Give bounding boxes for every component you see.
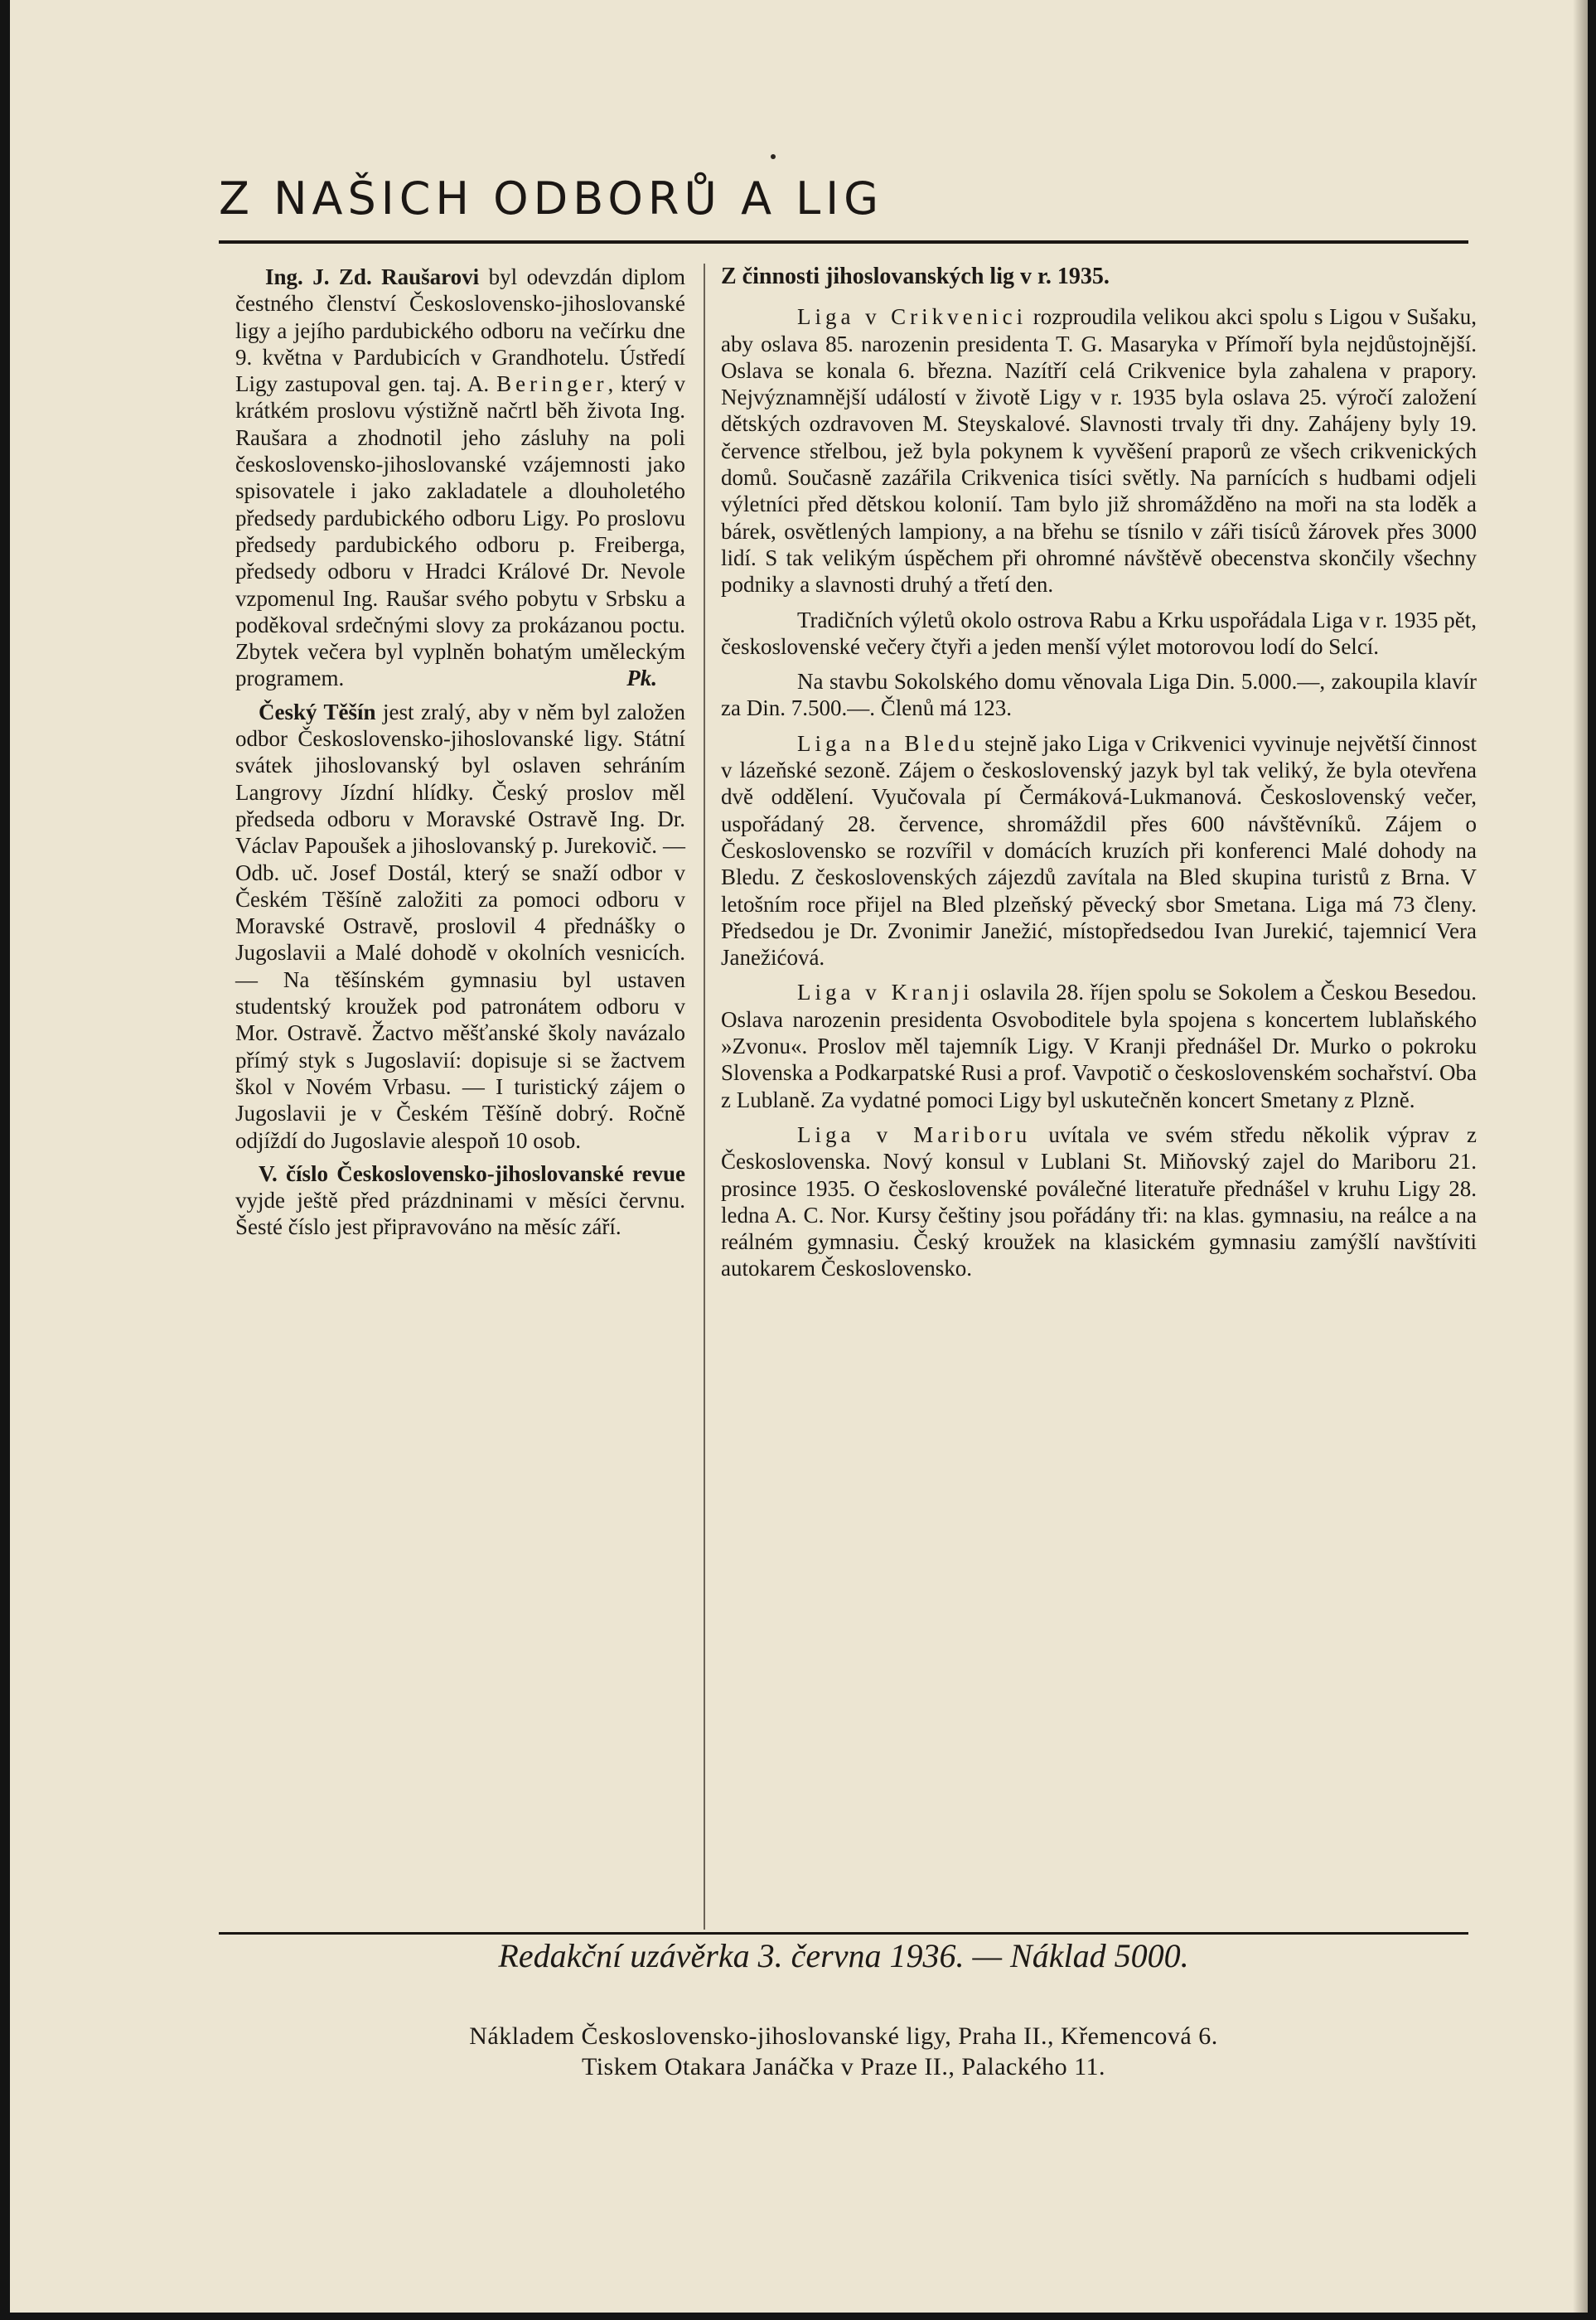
editorial-deadline: Redakční uzávěrka 3. června 1936. — Náklad 5000. xyxy=(498,1937,1189,1974)
article-tesin xyxy=(235,699,685,1154)
printer-imprint xyxy=(219,2021,1468,2082)
beringer-name: Beringer xyxy=(496,371,608,397)
maribor-name: Liga v Mariboru xyxy=(797,1121,1032,1147)
heading-rule xyxy=(219,240,1468,244)
rausar-text-1: byl odevzdán diplom čestného členství Československo-jihoslovanské ligy a jejího pardubického odboru na večírku dne 9. května v Pardubicích v Grandhotelu. Ústředí Ligy zastupoval gen. taj. A. xyxy=(235,264,685,397)
revue-text: vyjde ještě před prázdninami v měsíci červnu. Šesté číslo jest připravováno na měsíc září. xyxy=(235,1188,685,1240)
kranj-name: Liga v Kranji xyxy=(797,980,974,1005)
article-revue xyxy=(235,1160,685,1241)
article-kranj xyxy=(721,979,1477,1112)
footer-rule xyxy=(219,1932,1468,1935)
page-edge-shadow xyxy=(1573,0,1588,2313)
imprint-printer: Tiskem Otakara Janáčka v Praze II., Palackého 11. xyxy=(581,2053,1106,2080)
article-rab: Tradičních výletů okolo ostrova Rabu a Krku uspořádala Liga v r. 1935 pět, československé večery čtyři a jeden menší výlet motorovou lodí do Selcí. xyxy=(721,607,1477,659)
crikvenica-name: Liga v Crikvenici xyxy=(797,304,1028,330)
right-column xyxy=(721,264,1477,1291)
article-crikvenica xyxy=(721,303,1477,598)
article-rausar xyxy=(235,264,685,692)
tesin-text: jest zralý, aby v něm byl založen odbor Československo-jihoslovanské ligy. Státní svátek jihoslovanský byl oslaven sehráním Langrovy Jízdní hlídky. Český proslov měl předseda odboru v Moravské Ostravě Ing. Dr. Václav Papoušek a jihoslovanský p. Jurekovič. — Odb. uč. Josef Dostál, který se snaží odbor v Českém Těšíně založiti za pomoci odboru v Moravské Ostravě, proslovil 4 přednášky o Jugoslavii a Malé dohodě v okolních vesnicích. — Na těšínském gymnasiu byl ustaven studentský kroužek pod patronátem odboru v Mor. Ostravě. Žactvo měšťanské školy navázalo přímý styk s Jugoslavií: dopisuje si se žactvem škol v Novém Vrbasu. — I turistický zájem o Jugoslavii je v Českém Těšíně dobrý. Ročně odjíždí do Jugoslavie alespoň 10 osob. xyxy=(235,699,685,1153)
bled-name: Liga na Bledu xyxy=(797,730,979,756)
page-mark xyxy=(771,154,776,159)
rausar-text-2: , který v krátkém proslovu výstižně načrtl běh života Ing. Raušara a zhodnotil jeho zásluhy na poli československo-jihoslovanské vzájemnosti jako spisovatele i jako zakladatele a dlouholetého předsedy pardubického odboru Ligy. Po proslovu předsedy pardubického odboru p. Freiberga, předsedy odboru v Hradci Králové Dr. Nevole vzpomenul Ing. Raušar svého pobytu v Srbsku a poděkoval srdečnými slovy za prokázanou poctu. Zbytek večera byl vyplněn bohatým uměleckým programem. xyxy=(235,371,686,691)
article-maribor xyxy=(721,1121,1477,1282)
signature: Pk. xyxy=(626,666,657,691)
article-sokol: Na stavbu Sokolského domu věnovala Liga Din. 5.000.—, zakoupila klavír za Din. 7.500.—. Členů má 123. xyxy=(721,669,1477,721)
left-column xyxy=(235,264,685,1247)
revue-name: V. číslo Československo-jihoslovanské revue xyxy=(259,1160,685,1186)
bled-text: stejně jako Liga v Crikvenici vyvinuje největší činnost v lázeňské sezoně. Zájem o československý jazyk byl tak veliký, že byla otevřena dvě oddělení. Vyučovala pí Čermáková-Lukmanová. Československý večer, uspořádaný 28. července, shromáždil přes 600 návštěvníků. Zájem o Československo se rozvířil v domácích kruzích při konferenci Malé dohody na Bledu. Z československých zájezdů zavítala na Bled skupina turistů z Brna. V letošním roce přijel na Bled plzeňský pěvecký sbor Smetana. Liga má 73 členy. Předsedou je Dr. Zvonimir Janežić, místopředsedou Ivan Jurekić, tajemnicí Vera Janežićová. xyxy=(721,730,1477,971)
rausar-name: Ing. J. Zd. Raušarovi xyxy=(265,264,480,289)
document-page xyxy=(10,0,1588,2313)
article-bled xyxy=(721,730,1477,971)
maribor-text: uvítala ve svém středu několik výprav z Československa. Nový konsul v Lublani St. Miňovský zajel do Mariboru 21. prosince 1935. O československé poválečné literatuře přednášel v kruhu Ligy 28. ledna A. C. Nor. Kursy češtiny jsou pořádány tři: na klas. gymnasiu, na reálce a na reálném gymnasiu. Český kroužek na klasickém gymnasiu zamýšlí navštíviti autokarem Československo. xyxy=(721,1121,1478,1281)
column-divider xyxy=(704,264,705,1930)
crikvenica-text: rozproudila velikou akci spolu s Ligou v Sušaku, aby oslava 85. narozenin presidenta T. G. Masaryka v Přímoří byla nejdůstojnější. Oslava se konala 6. března. Nazítří celá Crikvenice byla zahalena v prapory. Nejvýznamnější událostí v životě Ligy v r. 1935 byla oslava 25. výročí založení dětských ozdravoven M. Steyskalové. Slavnosti trvaly tři dny. Zahájeny byly 19. července střelbou, jež byla pokynem k vyvěšení praporů ze všech crikvenických domů. Současně zazářila Crikvenica tisíci světly. Na parnících s hudbami odjeli výletníci před dětskou kolonií. Tam bylo již shromážděno na moři na sta loděk a bárek, osvětlených lampiony, a na břehu se tísnilo v záři tisíců žárovek přes 3000 lidí. S tak velikým úspěchem při ohromné návštěvě obecenstva skončily všechny podniky a slavnosti druhý a třetí den. xyxy=(721,304,1477,598)
imprint-publisher: Nákladem Československo-jihoslovanské ligy, Praha II., Křemencová 6. xyxy=(469,2022,1218,2050)
kranj-text: oslavila 28. říjen spolu se Sokolem a Českou Besedou. Oslava narozenin presidenta Osvoboditele byla spojena s koncertem lublaňského »Zvonu«. Proslov měl tajemník Ligy. V Kranji přednášel Dr. Murko o pokroku Slovenska a Podkarpatské Rusi a prof. Vavpotič o československém sochařství. Oba z Lublaně. Za vydatné pomoci Ligy byl uskutečněn koncert Smetany z Plzně. xyxy=(721,980,1477,1112)
tesin-name: Český Těšín xyxy=(259,699,376,724)
section-heading: Z NAŠICH ODBORŮ A LIG xyxy=(219,172,884,225)
right-column-title: Z činnosti jihoslovanských lig v r. 1935. xyxy=(721,264,1110,289)
